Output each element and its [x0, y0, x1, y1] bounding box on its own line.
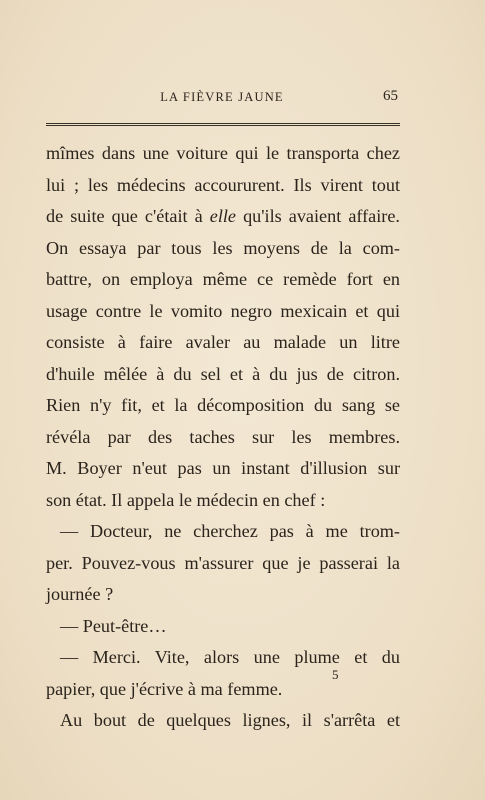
text-line: de suite que c'était à elle qu'ils avaient affaire.: [46, 206, 400, 226]
body-text: [46, 138, 400, 737]
text-line: — Peut-être…: [60, 615, 167, 636]
text-line: — Merci. Vite, alors une plume et du: [60, 647, 400, 667]
text-line: révéla par des taches sur les membres.: [46, 426, 400, 447]
text-line: per. Pouvez-vous m'assurer que je passerai la: [46, 552, 400, 573]
text-line: mîmes dans une voiture qui le transporta chez: [46, 143, 400, 163]
text-line: consiste à faire avaler au malade un litre: [46, 332, 400, 352]
running-title: LA FIÈVRE JAUNE: [160, 90, 284, 104]
page-header: [46, 90, 398, 112]
text-line: Au bout de quelques lignes, il s'arrêta et: [60, 710, 400, 730]
text-line: On essaya par tous les moyens de la com-: [46, 237, 400, 258]
text-line: battre, on employa même ce remède fort en: [46, 269, 400, 289]
page-number: 65: [383, 88, 398, 104]
text-line: — Docteur, ne cherchez pas à me trom-: [60, 521, 400, 541]
text-line: d'huile mêlée à du sel et à du jus de citron.: [46, 363, 400, 384]
text-line: papier, que j'écrive à ma femme.: [46, 678, 283, 699]
text-line: son état. Il appela le médecin en chef :: [46, 489, 326, 510]
text-line: M. Boyer n'eut pas un instant d'illusion sur: [46, 458, 400, 478]
text-line: lui ; les médecins accoururent. Ils virent tout: [46, 174, 400, 195]
text-line: usage contre le vomito negro mexicain et qui: [46, 300, 400, 321]
signature-mark: 5: [332, 667, 339, 682]
text-line: Rien n'y fit, et la décomposition du sang se: [46, 395, 400, 415]
header-rule: [46, 123, 400, 124]
header-rule-lower: [46, 125, 400, 126]
text-line: journée ?: [46, 584, 114, 604]
